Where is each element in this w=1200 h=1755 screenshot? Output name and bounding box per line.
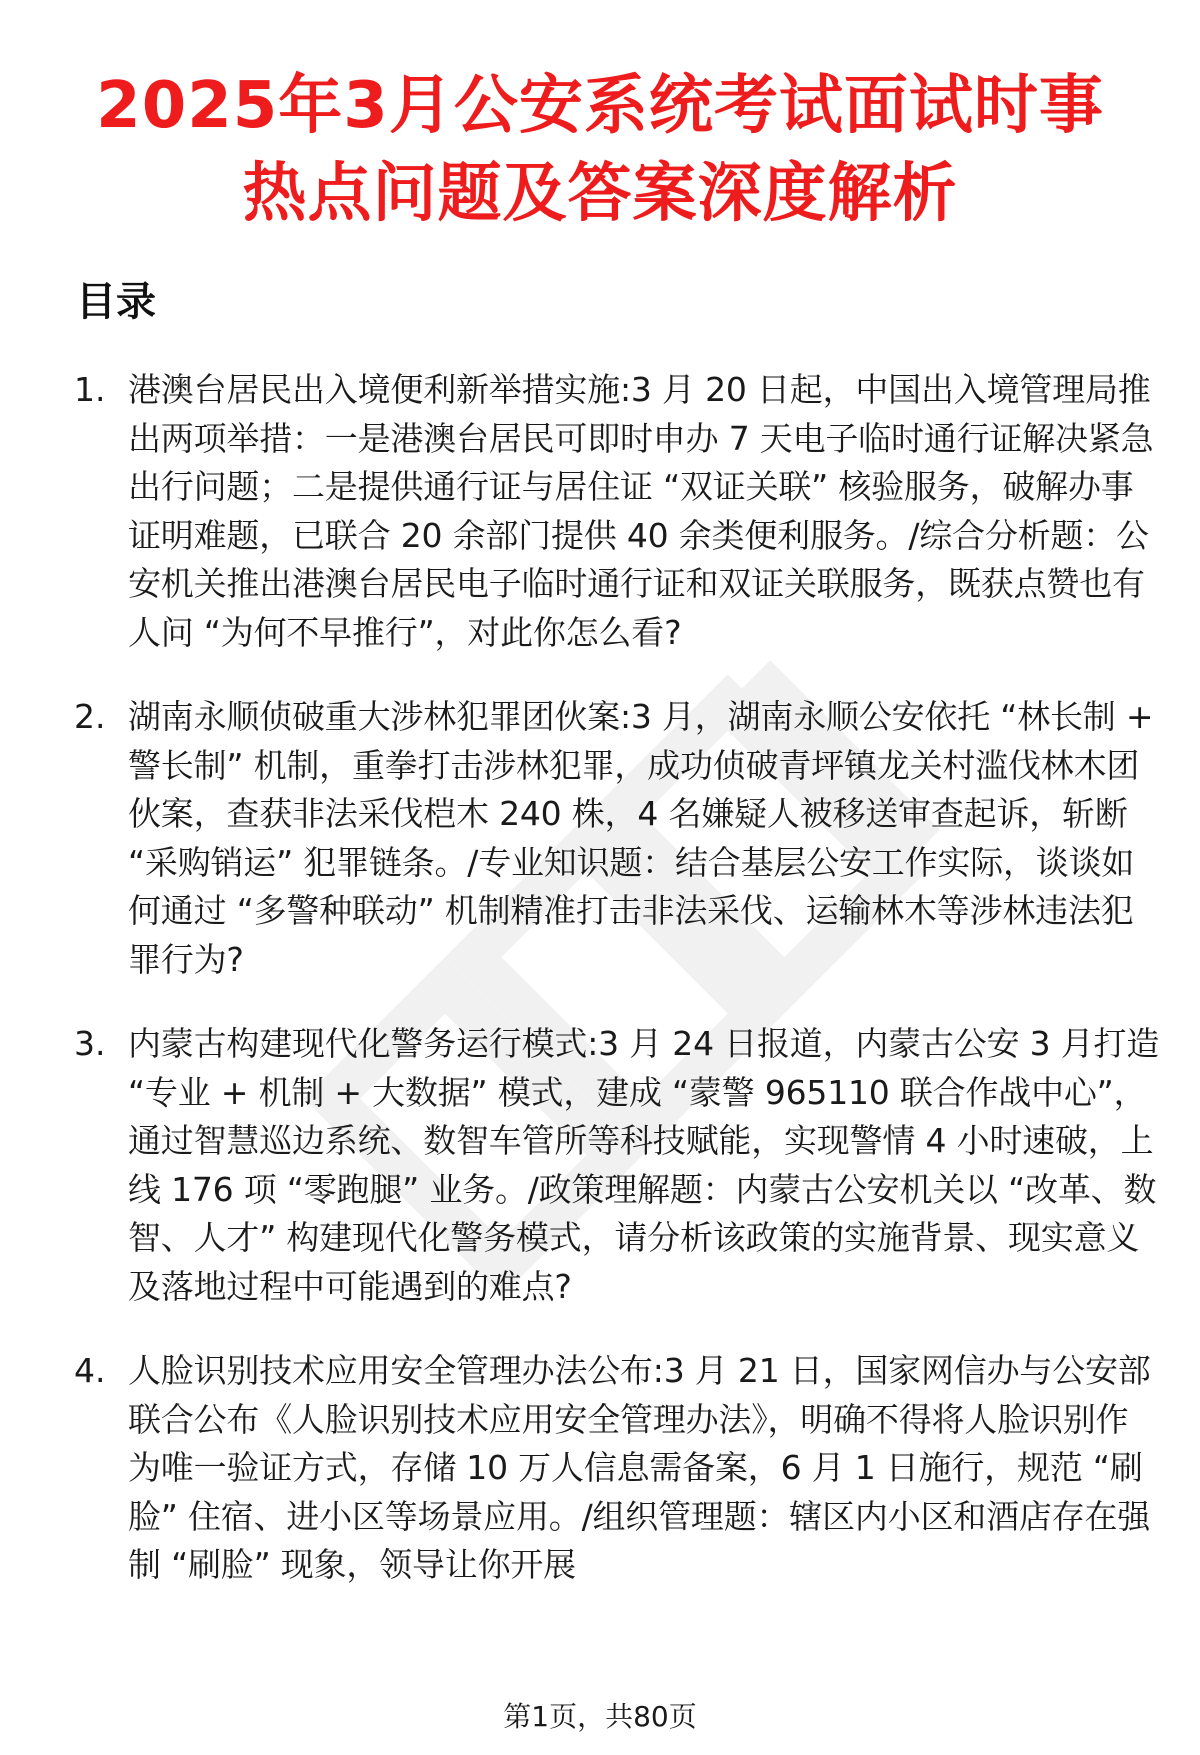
item-number: 1. <box>74 370 106 409</box>
list-item <box>0 1020 1200 1311</box>
toc-list <box>0 366 1200 1626</box>
list-item <box>0 1347 1200 1590</box>
list-item <box>0 693 1200 984</box>
item-text: 港澳台居民出入境便利新举措实施:3 月 20 日起，中国出入境管理局推出两项举措：一是港澳台居民可即时申办 7 天电子临时通行证解决紧急出行问题；二是提供通行证与居住证 “双证关联” 核验服务，破解办事证明难题，已联合 20 余部门提供 40 余类便利服务。/综合分析题：公安机关推出港澳台居民电子临时通行证和双证关联服务，既获点赞也有人问 “为何不早推行”，对此你怎么看? <box>128 370 1154 652</box>
item-text: 内蒙古构建现代化警务运行模式:3 月 24 日报道，内蒙古公安 3 月打造 “专业 + 机制 + 大数据” 模式，建成 “蒙警 965110 联合作战中心”，通过智慧巡边系统、数智车管所等科技赋能，实现警情 4 小时速破，上线 176 项 “零跑腿” 业务。/政策理解题：内蒙古公安机关以 “改革、数智、人才” 构建现代化警务模式，请分析该政策的实施背景、现实意义及落地过程中可能遇到的难点? <box>128 1024 1160 1306</box>
document-title <box>60 62 1140 238</box>
item-text: 人脸识别技术应用安全管理办法公布:3 月 21 日，国家网信办与公安部联合公布《人脸识别技术应用安全管理办法》，明确不得将人脸识别作为唯一验证方式，存储 10 万人信息需备案，6 月 1 日施行，规范 “刷脸” 住宿、进小区等场景应用。/组织管理题：辖区内小区和酒店存在强制 “刷脸” 现象，领导让你开展 <box>128 1351 1151 1584</box>
list-item <box>0 366 1200 657</box>
item-number: 3. <box>74 1024 106 1063</box>
title-line-2: 热点问题及答案深度解析 <box>242 157 958 231</box>
item-number: 4. <box>74 1351 106 1390</box>
item-number: 2. <box>74 697 106 736</box>
page-footer: 第1页，共80页 <box>503 1700 697 1733</box>
item-text: 湖南永顺侦破重大涉林犯罪团伙案:3 月，湖南永顺公安依托 “林长制 + 警长制” 机制，重拳打击涉林犯罪，成功侦破青坪镇龙关村滥伐林木团伙案，查获非法采伐桤木 240 株，4 名嫌疑人被移送审查起诉，斩断 “采购销运” 犯罪链条。/专业知识题：结合基层公安工作实际，谈谈如何通过 “多警种联动” 机制精准打击非法采伐、运输林木等涉林违法犯罪行为? <box>128 697 1154 979</box>
title-line-1: 2025年3月公安系统考试面试时事 <box>96 69 1104 143</box>
toc-heading: 目录 <box>76 279 156 325</box>
